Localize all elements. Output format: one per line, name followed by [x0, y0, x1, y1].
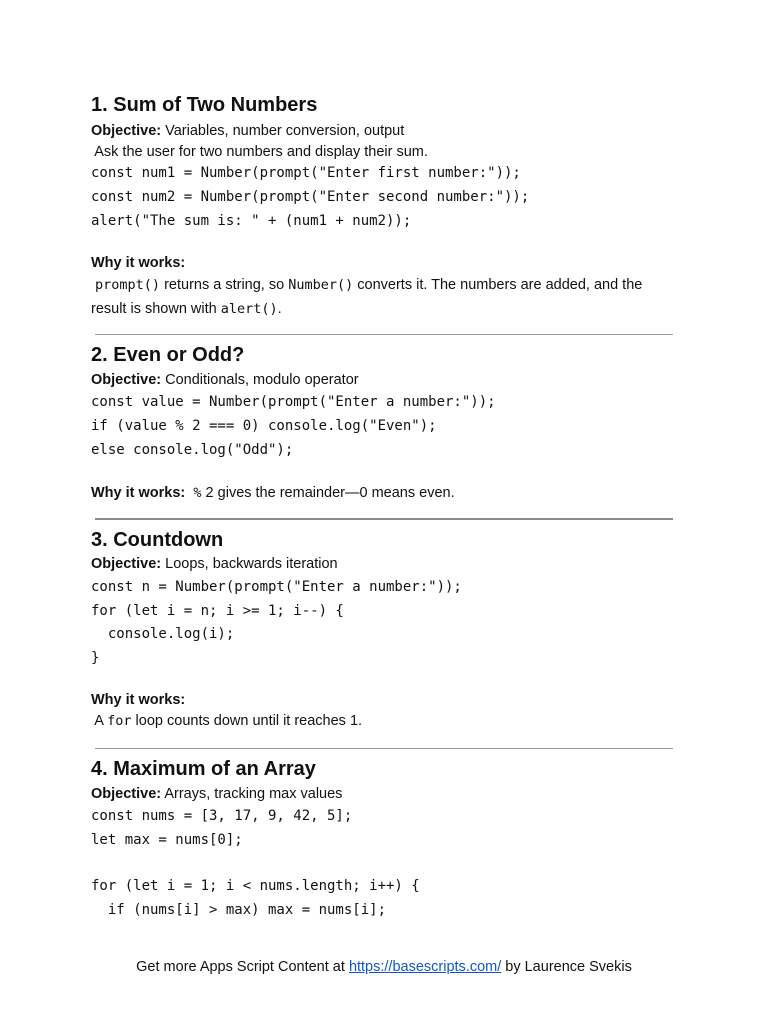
- objective-text: Conditionals, modulo operator: [161, 372, 359, 388]
- code-line: for (let i = 1; i < nums.length; i++) {: [91, 878, 420, 894]
- code-line: const num2 = Number(prompt("Enter second number:"));: [91, 189, 530, 205]
- objective-label: Objective:: [91, 123, 162, 139]
- section-1-objective: [91, 121, 404, 141]
- section-2-objective: [91, 370, 359, 390]
- code-line: const n = Number(prompt("Enter a number:"));: [91, 579, 462, 595]
- code-line: else console.log("Odd");: [91, 442, 294, 458]
- code-line: for (let i = n; i >= 1; i--) {: [91, 603, 344, 619]
- why-it-works-heading: Why it works:: [91, 255, 186, 271]
- code-line: console.log(i);: [91, 626, 235, 642]
- section-divider: [95, 334, 673, 335]
- code-line: const num1 = Number(prompt("Enter first number:"));: [91, 165, 521, 181]
- objective-label: Objective:: [91, 372, 162, 388]
- section-divider: [95, 518, 673, 520]
- code-line: if (value % 2 === 0) console.log("Even");: [91, 418, 437, 434]
- code-line: let max = nums[0];: [91, 832, 243, 848]
- objective-label: Objective:: [91, 556, 162, 572]
- why-it-works-heading: Why it works:: [91, 485, 186, 501]
- section-2-explanation: Why it works: % 2 gives the remainder—0 means even.: [91, 485, 455, 501]
- inline-code: prompt(): [95, 277, 161, 293]
- why-it-works-heading: Why it works:: [91, 692, 186, 708]
- section-3-explanation: A for loop counts down until it reaches 1.: [91, 713, 363, 729]
- code-line: const nums = [3, 17, 9, 42, 5];: [91, 808, 353, 824]
- code-line: alert("The sum is: " + (num1 + num2));: [91, 213, 412, 229]
- basescripts-link[interactable]: https://basescripts.com/: [348, 959, 502, 975]
- objective-text: Variables, number conversion, output: [161, 123, 405, 139]
- inline-code: for: [107, 713, 132, 729]
- code-line: if (nums[i] > max) max = nums[i];: [91, 902, 387, 918]
- section-divider: [95, 748, 673, 749]
- section-3-title: 3. Countdown: [91, 529, 224, 551]
- code-line: const value = Number(prompt("Enter a number:"));: [91, 394, 496, 410]
- section-1-task: Ask the user for two numbers and display their sum.: [91, 144, 428, 160]
- section-4-objective: [91, 784, 342, 804]
- section-1-explanation-line-2: result is shown with alert().: [91, 301, 282, 317]
- objective-text: Loops, backwards iteration: [161, 556, 338, 572]
- objective-text: Arrays, tracking max values: [161, 786, 343, 802]
- inline-code: %: [185, 485, 202, 501]
- objective-label: Objective:: [91, 786, 162, 802]
- code-line: }: [91, 650, 100, 666]
- section-4-title: 4. Maximum of an Array: [91, 758, 316, 780]
- section-3-objective: [91, 554, 338, 574]
- page-footer: Get more Apps Script Content at https://basescripts.com/ by Laurence Svekis: [136, 959, 632, 975]
- inline-code: alert(): [220, 301, 278, 317]
- section-2-title: 2. Even or Odd?: [91, 344, 245, 366]
- section-1-explanation-line-1: prompt() returns a string, so Number() converts it. The numbers are added, and the: [95, 277, 643, 293]
- section-1-title: 1. Sum of Two Numbers: [91, 94, 318, 116]
- inline-code: Number(): [288, 277, 354, 293]
